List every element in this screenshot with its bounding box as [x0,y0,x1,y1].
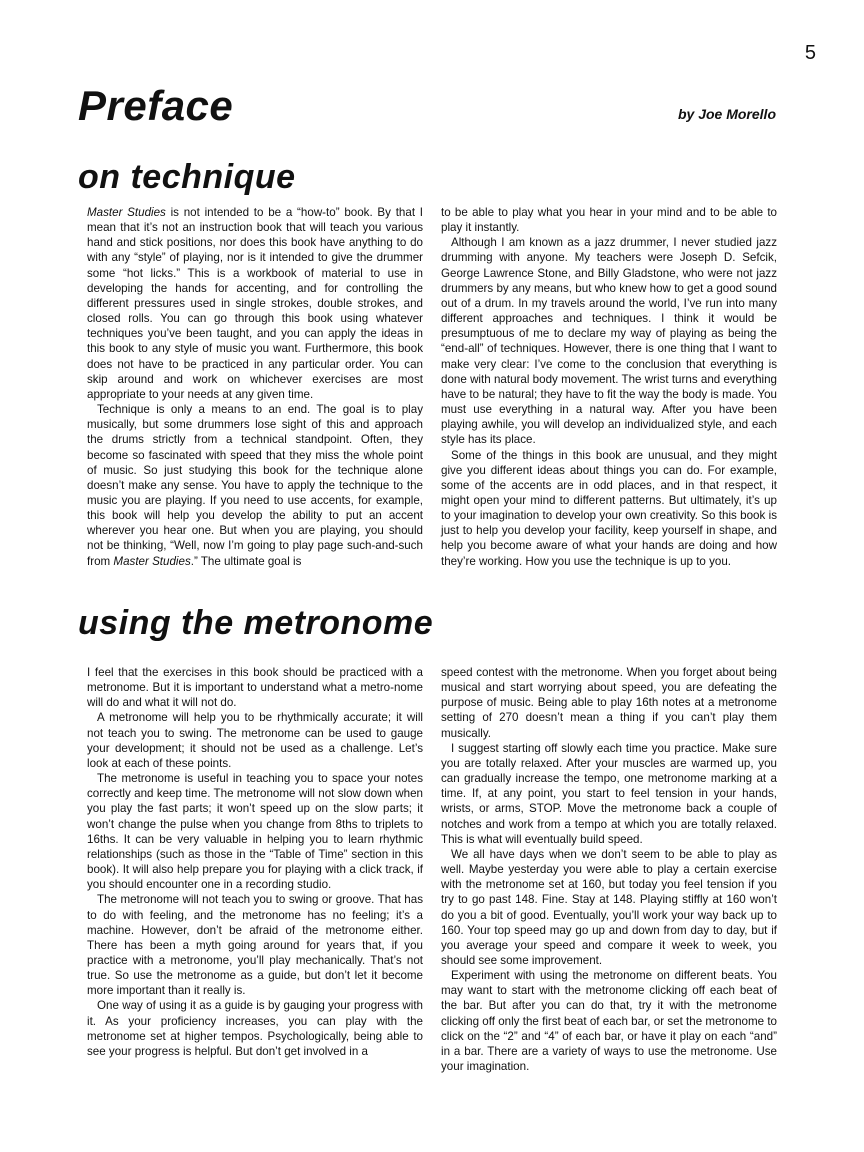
paragraph: Some of the things in this book are unusual, and they might give you different ideas about things you can do. For example, some of the accents are in odd places, and in that respect, it might open your mind to different patterns. But ultimately, it’s up to your imagination to develop your own creativity. So this book is just to help you develop your facility, keep yourself in shape, and help you become aware of what your hands are doing and how they’re working. How you use the technique is up to you. [441,448,777,568]
section-heading-metronome: using the metronome [78,604,434,642]
page-number: 5 [804,42,816,64]
paragraph: The metronome will not teach you to swing or groove. That has to do with feeling, and the metronome has no feeling; it’s a machine. However, don’t be afraid of the metronome either. There has been a myth going around for years that, if you practice with a metronome, you’ll play mechanically. That’s not true. So use the metronome as a guide, but don’t let it become more important than it really is. [87,893,423,998]
paragraph: Master Studies is not intended to be a “how-to” book. By that I mean that it’s not an instruction book that will teach you various hand and stick positions, nor does this book have anything to do with any “style” of playing, nor is it intended to give the drummer some “hot licks.” This is a workbook of material to use in developing the hands for accenting, and for controlling the different pressures used in single strokes, double strokes, and closed rolls. You can go through this book using whatever techniques you’ve been taught, and you can apply the ideas in this book to any style of music you want. Furthermore, this book does not have to be practiced in any particular order. You can skip around and work on whichever exercises are most appropriate to your needs at any given time. [87,206,424,401]
byline: by Joe Morello [677,106,776,122]
paragraph: Technique is only a means to an end. The goal is to play musically, but some drummers lose sight of this and approach the drums strictly from a technical standpoint. Often, they become so fascinated with speed that they miss the whole point of music. So just studying this book for the technique alone doesn’t make any sense. You have to apply the technique to the music you are playing. If you need to use accents, for example, this book will help you develop the ability to put an accent wherever you hear one. But when you are playing, you should not be thinking, “Well, now I’m going to play page such-and-such from Master Studies.” The ultimate goal is [87,403,423,568]
paragraph: One way of using it as a guide is by gauging your progress with it. As your proficiency increases, you can play with the metronome set at higher tempos. Psychologically, being able to see your progress is helpful. But don’t get involved in a [87,999,423,1058]
paragraph: We all have days when we don’t seem to be able to play as well. Maybe yesterday you were able to play a certain exercise with the metronome set at 160, but today you feel tension if you try to go past 148. Fine. Stay at 148. Playing stiffly at 160 won’t do you a bit of good. Eventually, you’ll work your way back up to 160. Your top speed may go up and down from day to day, but if you average your speed and compare it week to week, you should see some improvement. [441,847,777,967]
paragraph: speed contest with the metronome. When you forget about being musical and start worrying about speed, you are defeating the purpose of music. Being able to play 16th notes at a metronome setting of 270 doesn’t mean a thing if you can’t play them musically. [441,666,777,740]
paragraph: The metronome is useful in teaching you to space your notes correctly and keep time. The metronome will not slow down when you play the fast parts; it won’t speed up on the slow parts; it won’t change the pulse when you change from 8ths to triplets to 16ths. It can be very valuable in helping you to learn rhythmic relationships (such as those in the “Table of Time” section in this book). It will also help prepare you for playing with a click track, if you should encounter one in a recording studio. [87,772,423,892]
section-heading-technique: on technique [78,158,296,196]
technique-column-right [441,205,777,569]
technique-column-left [87,205,423,569]
book-title: Master Studies [113,554,191,568]
paragraph: Experiment with using the metronome on different beats. You may want to start with the metronome clicking off each beat of the bar. But after you can do that, try it with the metronome clicking off only the first beat of each bar, or set the metronome to click on the “2” and “4” of each bar, or have it play on each “and” in a bar. There are a variety of ways to use the metronome. Use your imagination. [441,969,777,1074]
paragraph: to be able to play what you hear in your mind and to be able to play it instantly. [441,206,777,235]
metronome-column-right [441,665,777,1074]
paragraph: I suggest starting off slowly each time you practice. Make sure you are totally relaxed. After your muscles are warmed up, you can gradually increase the tempo, one metronome marking at a time. If, at any point, you start to feel tension in your hands, wrists, or arms, STOP. Move the metronome back a couple of notches and work from a tempo at which you are totally relaxed. This is what will eventually build speed. [441,741,777,846]
page-title: Preface [78,82,234,129]
paragraph: I feel that the exercises in this book should be practiced with a metronome. But it is important to understand what a metro-nome will do and what it will not do. [87,666,423,710]
metronome-column-left [87,665,423,1059]
book-title: Master Studies [87,206,166,219]
paragraph: Although I am known as a jazz drummer, I never studied jazz drumming with anyone. My teachers were Joseph D. Sefcik, George Lawrence Stone, and Billy Gladstone, who were not jazz drummers by any means, but who knew how to get a good sound out of a drum. In my travels around the world, I’ve run into many different approaches and techniques. I think it would be presumptuous of me to declare my way of playing as being the “end-all” of techniques. However, there is one thing that I want to make very clear: I’ve come to the conclusion that everything is done with natural body movement. The wrist turns and everything have to be natural; they have to fit the way the body is made. You must use everything in a natural way. After you have been playing awhile, you will develop an individualized style, and each style has its place. [441,236,777,447]
paragraph: A metronome will help you to be rhythmically accurate; it will not teach you to swing. The metronome can be used to gauge your development; it should not be used as a challenge. Let’s look at each of these points. [87,711,423,770]
